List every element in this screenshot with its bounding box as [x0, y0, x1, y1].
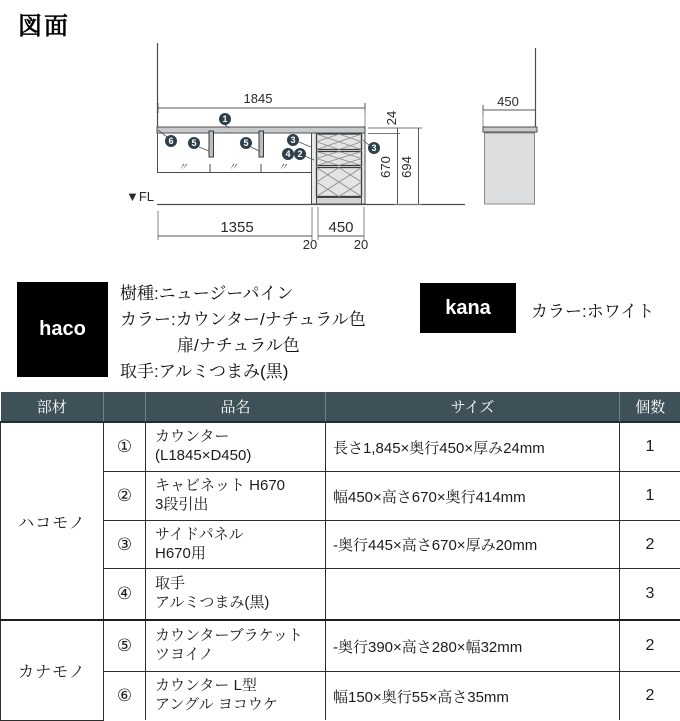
marker-3a	[287, 134, 299, 146]
row-name-line2: ツヨイノ	[155, 646, 321, 665]
row-name	[146, 521, 326, 569]
dim-label-top-width: 1845	[244, 91, 273, 106]
svg-text:2: 2	[297, 149, 302, 159]
marker-3b	[368, 142, 380, 154]
row-name-line1: カウンターブラケット	[155, 627, 321, 646]
row-number: ①	[104, 422, 146, 472]
row-number: ④	[104, 569, 146, 621]
group-kanamono: カナモノ	[1, 620, 104, 720]
row-qty: 2	[620, 672, 680, 721]
row-name-line1: カウンター L型	[155, 677, 321, 696]
row-qty: 2	[620, 620, 680, 672]
table-row	[1, 422, 680, 472]
marker-5a	[188, 137, 200, 149]
counter-bracket	[209, 131, 214, 157]
dim-label-left-width: 1355	[220, 219, 253, 236]
ditto-mark: 〃	[278, 162, 288, 173]
row-size: 幅150×奥行55×高さ35mm	[326, 672, 620, 721]
row-qty: 3	[620, 569, 680, 621]
technical-drawing	[0, 0, 680, 270]
svg-text:6: 6	[168, 136, 173, 146]
dim-label-thickness: 24	[384, 111, 399, 125]
kana-series-badge	[420, 283, 516, 333]
kana-series-label: kana	[445, 297, 491, 320]
side-panel-left	[312, 133, 317, 204]
row-name	[146, 472, 326, 521]
row-name-line2: H670用	[155, 545, 321, 564]
dim-label-cabinet-width: 450	[328, 219, 353, 236]
row-name	[146, 672, 326, 721]
dim-label-cabinet-height: 670	[378, 156, 393, 178]
haco-series-badge	[17, 282, 108, 377]
table-header-row	[1, 392, 680, 422]
marker-4	[282, 148, 294, 160]
marker-5b	[240, 137, 252, 149]
row-size: 幅450×高さ670×奥行414mm	[326, 472, 620, 521]
row-qty: 2	[620, 521, 680, 569]
drawer-2	[317, 152, 362, 166]
haco-spec-color: カラー:カウンター/ナチュラル色	[120, 307, 366, 333]
marker-leader	[299, 142, 311, 147]
header-name: 品名	[146, 392, 326, 422]
kana-spec-lines	[531, 299, 654, 325]
group-hakomono: ハコモノ	[1, 422, 104, 620]
haco-series-label: haco	[39, 318, 86, 341]
marker-6	[165, 135, 177, 147]
row-name-line1: カウンター	[155, 428, 321, 447]
row-name	[146, 620, 326, 672]
row-name-line2: アングル ヨコウケ	[155, 696, 321, 715]
header-number	[104, 392, 146, 422]
row-size: 長さ1,845×奥行450×厚み24mm	[326, 422, 620, 472]
row-number: ③	[104, 521, 146, 569]
floor-level-label: ▼FL	[126, 189, 154, 204]
cabinet-side-view	[485, 133, 535, 204]
haco-spec-handle: 取手:アルミつまみ(黒)	[120, 359, 366, 385]
marker-leader	[251, 147, 259, 151]
row-qty: 1	[620, 472, 680, 521]
row-size: -奥行390×高さ280×幅32mm	[326, 620, 620, 672]
haco-spec-door-color: 扉/ナチュラル色	[120, 333, 366, 359]
row-name-line1: 取手	[155, 575, 321, 594]
marker-leader	[199, 147, 209, 151]
ditto-mark: 〃	[228, 162, 238, 173]
row-qty: 1	[620, 422, 680, 472]
haco-spec-lines	[120, 281, 366, 385]
row-name-line2: (L1845×D450)	[155, 447, 321, 466]
drawer-1	[317, 134, 362, 150]
row-number: ⑤	[104, 620, 146, 672]
marker-1	[219, 113, 231, 125]
dim-label-gap-right: 20	[354, 237, 368, 252]
row-size: -奥行445×高さ670×厚み20mm	[326, 521, 620, 569]
row-name-line1: キャビネット H670	[155, 477, 321, 496]
kana-spec-color: カラー:ホワイト	[531, 299, 654, 325]
dim-label-side-depth: 450	[497, 94, 519, 109]
parts-table	[0, 392, 680, 721]
svg-text:4: 4	[285, 149, 290, 159]
row-name	[146, 569, 326, 621]
table-row	[1, 620, 680, 672]
cabinet-base	[317, 198, 362, 205]
ditto-mark: 〃	[178, 162, 188, 173]
counter-bracket	[259, 131, 264, 157]
svg-text:5: 5	[243, 138, 248, 148]
svg-text:5: 5	[191, 138, 196, 148]
dim-label-gap-left: 20	[303, 237, 317, 252]
row-name	[146, 422, 326, 472]
row-size	[326, 569, 620, 621]
svg-text:1: 1	[222, 114, 227, 124]
dim-label-total-height: 694	[399, 156, 414, 178]
drawer-3	[317, 168, 362, 197]
header-qty: 個数	[620, 392, 680, 422]
marker-2	[294, 148, 306, 160]
row-number: ⑥	[104, 672, 146, 721]
row-name-line1: サイドパネル	[155, 526, 321, 545]
row-name-line2: 3段引出	[155, 496, 321, 515]
svg-text:3: 3	[371, 143, 376, 153]
haco-spec-wood: 樹種:ニュージーパイン	[120, 281, 366, 307]
svg-text:3: 3	[290, 135, 295, 145]
row-name-line2: アルミつまみ(黒)	[155, 594, 321, 613]
header-size: サイズ	[326, 392, 620, 422]
counter-top-side	[483, 127, 537, 132]
row-number: ②	[104, 472, 146, 521]
header-group: 部材	[1, 392, 104, 422]
page-title: 図面	[18, 6, 70, 41]
